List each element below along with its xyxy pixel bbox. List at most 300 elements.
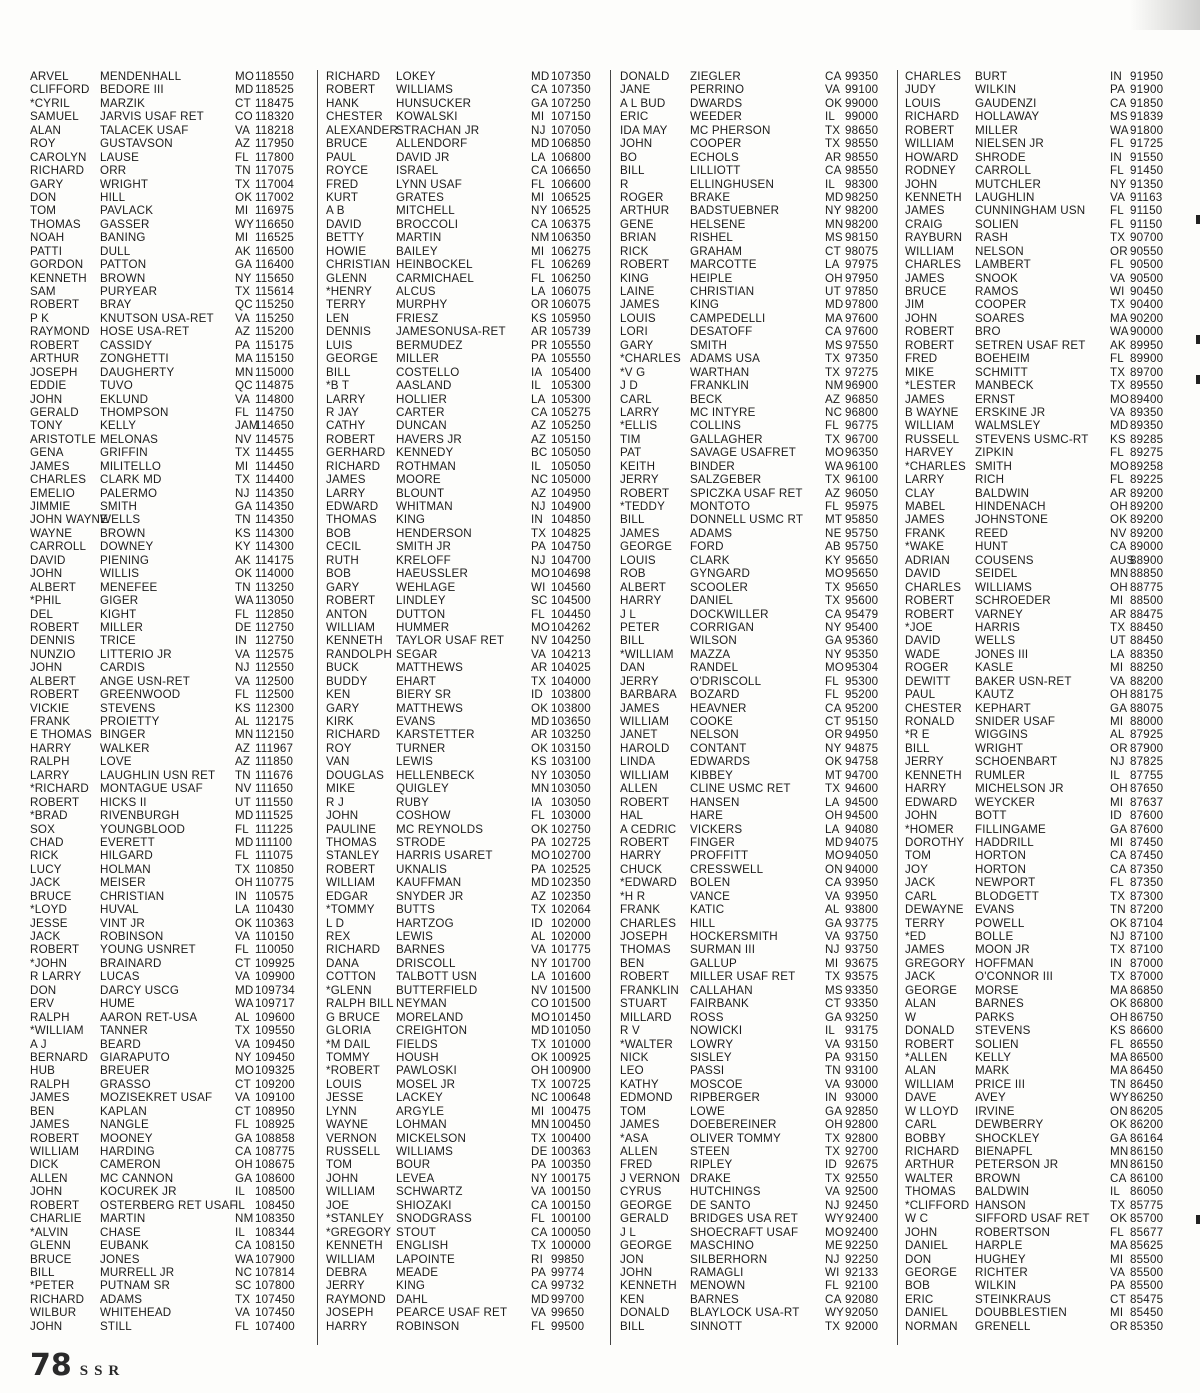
last-name: KAUFFMAN [396,876,462,890]
last-name: CHRISTIAN [100,889,165,903]
first-name: WILLIAM [326,876,376,890]
state-code: WI [825,1265,840,1279]
roster-entry [620,648,910,661]
first-name: EDDIE [30,379,67,393]
roster-entry [326,218,616,231]
roster-entry [620,487,910,500]
state-code: MI [1110,661,1124,675]
points-value: 104825 [551,526,591,540]
points-value: 106269 [551,258,591,272]
roster-entry [30,258,320,271]
points-value: 92675 [845,1158,879,1172]
state-code: NY [531,1171,548,1185]
roster-entry [620,1212,910,1225]
first-name: CHESTER [326,110,383,124]
points-value: 91950 [1130,70,1164,83]
state-code: IL [1110,768,1121,782]
points-value: 111676 [255,768,294,782]
first-name: DANIEL [905,1306,949,1320]
roster-entry [620,379,910,392]
points-value: 94050 [845,849,879,863]
state-code: GA [531,96,549,110]
state-code: LA [531,150,546,164]
roster-entry [905,1158,1195,1171]
first-name: JACK [905,876,936,890]
state-code: CT [825,715,841,728]
points-value: 98300 [845,177,879,191]
last-name: MEISER [100,876,146,890]
points-value: 104750 [551,540,591,554]
first-name: DENNIS [326,325,372,339]
points-value: 95200 [845,688,879,702]
last-name: MOON JR [975,943,1030,957]
roster-entry [905,540,1195,553]
first-name: COTTON [326,970,376,984]
points-value: 92400 [845,1225,879,1239]
roster-entry [620,702,910,715]
state-code: TX [235,1024,251,1038]
roster-entry [326,863,616,876]
last-name: MC CANNON [100,1171,174,1185]
roster-entry [905,513,1195,526]
first-name: FRANK [620,903,661,917]
state-code: NV [1110,526,1127,540]
roster-entry [620,1024,910,1037]
roster-entry [905,957,1195,970]
first-name: KING [620,271,650,285]
first-name: CHRISTIAN [326,258,391,272]
points-value: 109600 [255,1010,295,1024]
roster-entry [905,849,1195,862]
last-name: SAVAGE USAFRET [690,446,797,460]
state-code: FL [235,1118,249,1132]
state-code: NJ [531,553,546,567]
points-value: 87755 [1130,768,1164,782]
points-value: 106600 [551,177,591,191]
points-value: 99500 [551,1319,585,1333]
roster-entry [620,796,910,809]
roster-entry [905,1105,1195,1118]
state-code: JAM [235,419,259,433]
points-value: 104850 [551,513,591,527]
first-name: ALBERT [620,580,667,594]
state-code: FL [1110,1037,1124,1051]
first-name: TOM [30,204,57,218]
roster-entry [30,245,320,258]
points-value: 102525 [551,862,591,876]
points-value: 89200 [1130,486,1164,500]
first-name: *WILLIAM [30,1024,84,1038]
roster-entry [620,863,910,876]
points-value: 93675 [845,956,879,970]
state-code: FL [1110,137,1124,151]
state-code: AR [1110,607,1127,621]
first-name: VICKIE [30,701,70,715]
state-code: OH [825,1118,843,1132]
roster-entry [620,1038,910,1051]
last-name: RICHTER [975,1265,1028,1279]
points-value: 100450 [551,1118,591,1132]
state-code: IL [235,1198,246,1212]
roster-entry [30,688,320,701]
first-name: BRIAN [620,231,657,245]
last-name: HARRIS [975,620,1021,634]
state-code: FL [235,822,249,836]
last-name: CARDIS [100,661,146,675]
last-name: SMITH [100,500,138,513]
first-name: LUIS [326,338,353,352]
roster-entry [30,1185,320,1198]
last-name: TURNER [396,741,446,755]
last-name: LITTERIO JR [100,647,172,661]
last-name: STRACHAN JR [396,123,480,137]
last-name: SHOECRAFT USAF [690,1225,799,1239]
last-name: ANGE USN-RET [100,674,191,688]
points-value: 86800 [1130,997,1164,1011]
first-name: TOM [905,849,932,863]
first-name: PAUL [905,688,936,702]
last-name: NEYMAN [396,997,447,1011]
last-name: GALLAGHER [690,432,763,446]
last-name: WIGGINS [975,728,1028,742]
points-value: 88475 [1130,607,1164,621]
first-name: KIRK [326,715,354,728]
last-name: LOWE [690,1104,725,1118]
state-code: NJ [825,1198,840,1212]
state-code: MT [825,768,843,782]
state-code: IL [825,1024,836,1038]
first-name: ROBERT [620,258,670,272]
roster-entry [326,137,616,150]
roster-entry [326,1226,616,1239]
points-value: 90500 [1130,258,1164,272]
roster-entry [620,460,910,473]
state-code: ID [531,688,543,702]
first-name: FRED [905,352,938,366]
last-name: ZIEGLER [690,70,742,83]
last-name: WRIGHT [975,741,1024,755]
first-name: DENNIS [30,634,76,648]
points-value: 104213 [551,647,591,661]
first-name: ALLEN [30,1171,68,1185]
state-code: OK [235,916,253,930]
points-value: 105275 [551,405,591,419]
state-code: NJ [531,500,546,513]
points-value: 97850 [845,285,879,298]
roster-entry [326,1064,616,1077]
state-code: MO [531,567,551,581]
last-name: GRATES [396,190,445,204]
last-name: CASSIDY [100,338,153,352]
first-name: JOHN [326,809,359,823]
first-name: RUSSELL [905,432,960,446]
points-value: 86200 [1130,1118,1164,1132]
first-name: R LARRY [30,970,82,984]
roster-entry [326,769,616,782]
first-name: GLENN [326,271,367,285]
last-name: PASSI [690,1064,725,1078]
first-name: DEL [30,607,54,621]
points-value: 85625 [1130,1239,1164,1253]
roster-entry [905,1266,1195,1279]
state-code: FL [235,405,249,419]
points-value: 92100 [845,1279,879,1293]
first-name: RALPH [30,1077,70,1091]
last-name: THOMPSON [100,405,169,419]
roster-entry [326,1078,616,1091]
last-name: CHASE [100,1225,141,1239]
first-name: W [905,1010,917,1024]
roster-entry [30,352,320,365]
margin-mark [1196,215,1200,224]
state-code: GA [1110,1131,1128,1145]
roster-entry [905,1279,1195,1292]
state-code: MO [825,849,845,863]
state-code: OR [1110,244,1128,258]
roster-entry [905,245,1195,258]
points-value: 91839 [1130,110,1164,124]
points-value: 107900 [255,1252,295,1266]
points-value: 96100 [845,473,879,487]
last-name: BOLEN [690,876,731,890]
points-value: 101500 [551,997,591,1011]
last-name: COOKE [690,715,733,728]
first-name: *PETER [30,1279,75,1293]
last-name: HARPLE [975,1239,1023,1253]
roster-entry [326,1320,616,1333]
state-code: MO [531,620,551,634]
first-name: WAYNE [30,526,73,540]
last-name: HOSE USA-RET [100,325,190,339]
state-code: MS [825,338,843,352]
roster-entry [905,567,1195,580]
points-value: 103250 [551,728,591,742]
first-name: DEBRA [326,1265,367,1279]
state-code: TX [825,1171,841,1185]
state-code: LA [825,795,840,809]
last-name: SMITH [975,459,1013,473]
roster-entry [620,446,910,459]
last-name: BALDWIN [975,1185,1030,1199]
first-name: *H R [620,889,646,903]
roster-entry [326,984,616,997]
points-value: 112150 [255,728,295,742]
roster-entry [326,460,616,473]
points-value: 87925 [1130,728,1164,742]
first-name: CHARLES [905,258,962,272]
points-value: 96775 [845,419,879,433]
last-name: RICH [975,473,1005,487]
state-code: AZ [235,325,251,339]
first-name: P K [30,311,50,325]
state-code: TX [825,580,841,594]
last-name: PERRINO [690,83,745,97]
roster-entry [905,406,1195,419]
roster-entry [30,446,320,459]
points-value: 107800 [255,1279,295,1293]
last-name: ROBINSON [100,930,164,943]
points-value: 87637 [1130,795,1164,809]
points-value: 87600 [1130,809,1164,823]
last-name: RAMOS [975,285,1019,298]
state-code: CA [235,1239,252,1253]
first-name: RICHARD [30,164,85,178]
state-code: PA [1110,1279,1126,1293]
state-code: VA [235,674,251,688]
roster-entry [620,473,910,486]
first-name: LARRY [30,768,70,782]
last-name: FRIESZ [396,311,439,325]
roster-entry [620,876,910,889]
roster-entry [326,352,616,365]
last-name: CLARK MD [100,473,162,487]
state-code: IA [531,365,543,379]
first-name: R J [326,795,344,809]
state-code: WY [1110,1091,1130,1105]
points-value: 105150 [551,432,591,446]
points-value: 118550 [255,70,295,83]
last-name: CARTER [396,405,445,419]
state-code: MI [1110,1252,1124,1266]
roster-entry [326,715,616,728]
points-value: 89700 [1130,365,1164,379]
points-value: 115000 [255,365,295,379]
points-value: 106075 [551,298,591,312]
points-value: 115250 [255,298,295,312]
points-value: 115150 [255,352,295,366]
first-name: ROGER [620,190,664,204]
points-value: 105300 [551,392,591,406]
state-code: MI [531,244,545,258]
last-name: BLOUNT [396,486,445,500]
state-code: MN [531,1118,550,1132]
points-value: 104700 [551,553,591,567]
state-code: OH [1110,500,1128,513]
points-value: 91163 [1130,190,1163,204]
state-code: CO [531,997,549,1011]
last-name: HANSEN [690,795,740,809]
state-code: FL [531,258,545,272]
points-value: 108675 [255,1158,295,1172]
roster-entry [620,151,910,164]
state-code: CT [1110,1292,1126,1306]
first-name: ERV [30,997,55,1011]
points-value: 93000 [845,1077,879,1091]
first-name: ROBERT [30,688,80,702]
roster-entry [620,1320,910,1333]
roster-entry [620,540,910,553]
first-name: BRUCE [905,285,947,298]
roster-entry [905,151,1195,164]
first-name: WILLIAM [326,1185,376,1199]
state-code: ME [825,1239,843,1253]
first-name: A J [30,1037,47,1051]
state-code: MO [235,70,255,83]
points-value: 118320 [255,110,295,124]
roster-entry [905,1306,1195,1319]
last-name: JOHNSTONE [975,513,1049,527]
state-code: TN [235,768,251,782]
points-value: 116975 [255,204,295,218]
points-value: 111100 [255,835,293,849]
first-name: J D [620,379,638,393]
state-code: ID [531,916,543,930]
state-code: OK [235,567,253,581]
roster-entry [905,997,1195,1010]
last-name: RASH [975,231,1009,245]
points-value: 116500 [255,244,295,258]
first-name: REX [326,930,351,943]
roster-entry [620,1226,910,1239]
roster-entry [326,957,616,970]
points-value: 106525 [551,204,591,218]
last-name: TUVO [100,379,134,393]
last-name: GALLUP [690,956,737,970]
last-name: PRICE III [975,1077,1026,1091]
first-name: KURT [326,190,359,204]
last-name: LACKEY [396,1091,443,1105]
page-footer [30,1348,125,1388]
first-name: LOUIS [905,96,941,110]
last-name: GAUDENZI [975,96,1037,110]
state-code: MS [1110,110,1128,124]
points-value: 87450 [1130,849,1164,863]
last-name: STOUT [396,1225,437,1239]
roster-entry [905,782,1195,795]
first-name: JON [620,1252,644,1266]
last-name: OLIVER TOMMY [690,1131,781,1145]
last-name: HINDENACH [975,500,1046,513]
points-value: 108858 [255,1131,295,1145]
state-code: PA [235,338,251,352]
first-name: SAM [30,285,56,298]
last-name: MOSEL JR [396,1077,456,1091]
first-name: JOHN [30,1319,63,1333]
last-name: GYNGARD [690,567,751,581]
last-name: POWELL [975,916,1025,930]
last-name: BARNES [396,943,445,957]
state-code: VA [235,647,251,661]
points-value: 115175 [255,338,295,352]
state-code: TX [825,137,841,151]
points-value: 88850 [1130,567,1164,581]
points-value: 109100 [255,1091,295,1105]
last-name: HOFFMAN [975,956,1034,970]
first-name: CLIFFORD [30,83,90,97]
roster-entry [30,527,320,540]
last-name: ALCUS [396,285,436,298]
roster-entry [326,1253,616,1266]
roster-entry [30,823,320,836]
first-name: BOB [326,567,352,581]
last-name: BLODGETT [975,889,1040,903]
points-value: 90500 [1130,271,1164,285]
last-name: LEWIS [396,755,434,769]
first-name: ARVEL [30,70,69,83]
state-code: MI [1110,1306,1124,1320]
points-value: 104000 [551,674,591,688]
first-name: CHESTER [905,701,962,715]
first-name: DONALD [620,70,670,83]
last-name: STEVENS USMC-RT [975,432,1089,446]
first-name: W LLOYD [905,1104,959,1118]
state-code: PA [531,352,547,366]
points-value: 85677 [1130,1225,1164,1239]
state-code: NC [825,405,843,419]
points-value: 92250 [845,1239,879,1253]
first-name: THOMAS [905,1185,956,1199]
points-value: 88775 [1130,580,1164,594]
